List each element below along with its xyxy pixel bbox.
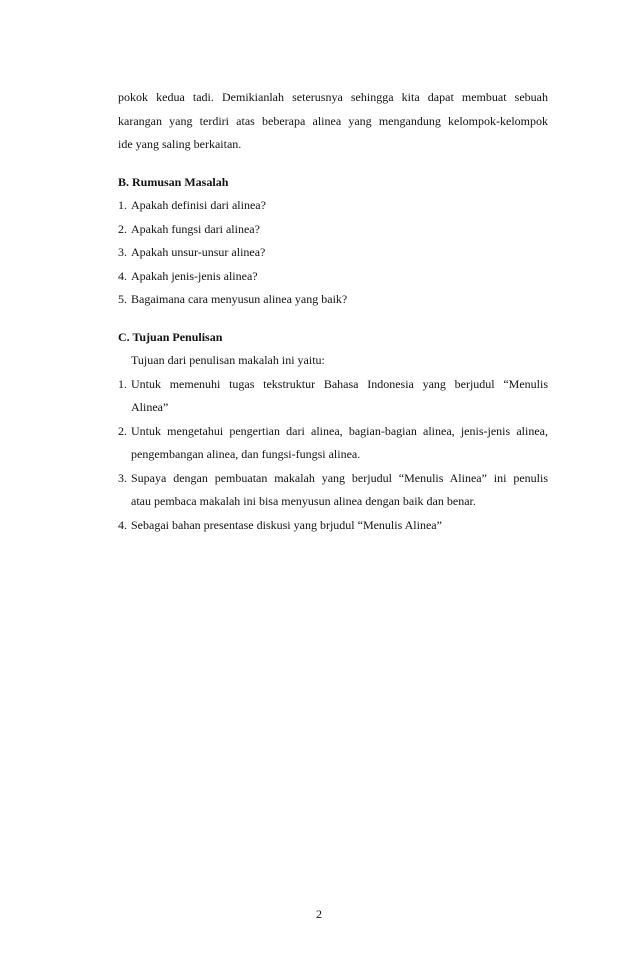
list-item bbox=[118, 288, 548, 312]
list-number: 4. bbox=[118, 517, 127, 532]
section-tujuan-penulisan bbox=[118, 326, 548, 538]
section-heading: B. Rumusan Masalah bbox=[118, 174, 229, 189]
list-number: 1. bbox=[118, 376, 127, 391]
problem-list bbox=[118, 194, 548, 312]
section-rumusan-masalah bbox=[118, 171, 548, 312]
purpose-list bbox=[118, 373, 548, 538]
page-number: 2 bbox=[316, 907, 322, 921]
list-item-text: Bagaimana cara menyusun alinea yang baik? bbox=[131, 292, 348, 306]
list-number: 4. bbox=[118, 268, 127, 283]
list-item bbox=[118, 373, 548, 420]
list-item-text: atau pembaca makalah ini bisa menyusun alinea dengan baik dan benar. bbox=[131, 494, 476, 508]
list-number: 5. bbox=[118, 292, 127, 306]
list-number: 1. bbox=[118, 198, 127, 212]
list-number: 2. bbox=[118, 423, 127, 438]
paragraph-line: pokok kedua tadi. Demikianlah seterusnya sehingga kita dapat membuat sebuah bbox=[118, 90, 548, 104]
list-item-text: Apakah fungsi dari alinea? bbox=[131, 221, 260, 236]
list-item-text: Supaya dengan pembuatan makalah yang berjudul “Menulis Alinea” ini penulis bbox=[131, 470, 548, 485]
list-item-text: Apakah jenis-jenis alinea? bbox=[131, 268, 258, 283]
paragraph-line: karangan yang terdiri atas beberapa alinea yang mengandung kelompok-kelompok bbox=[118, 113, 548, 128]
list-item bbox=[118, 194, 548, 218]
list-item bbox=[118, 241, 548, 265]
list-item bbox=[118, 420, 548, 467]
page-content bbox=[118, 86, 548, 537]
list-item-text: Alinea” bbox=[131, 400, 169, 414]
list-item-text: Untuk memenuhi tugas tekstruktur Bahasa Indonesia yang berjudul “Menulis bbox=[131, 376, 548, 391]
list-item-text: Apakah definisi dari alinea? bbox=[131, 198, 266, 212]
list-item-text: Untuk mengetahui pengertian dari alinea, bagian-bagian alinea, jenis-jenis alinea, bbox=[131, 423, 548, 438]
list-item bbox=[118, 218, 548, 242]
list-item-text: Apakah unsur-unsur alinea? bbox=[131, 245, 266, 259]
list-item bbox=[118, 514, 548, 538]
intro-paragraph bbox=[118, 86, 548, 157]
section-heading: C. Tujuan Penulisan bbox=[118, 329, 223, 344]
list-number: 3. bbox=[118, 470, 127, 485]
list-number: 3. bbox=[118, 245, 127, 259]
list-number: 2. bbox=[118, 221, 127, 236]
list-item bbox=[118, 265, 548, 289]
list-item-text: pengembangan alinea, dan fungsi-fungsi alinea. bbox=[131, 447, 361, 461]
list-item-text: Sebagai bahan presentase diskusi yang brjudul “Menulis Alinea” bbox=[131, 517, 442, 532]
paragraph-line: ide yang saling berkaitan. bbox=[118, 137, 242, 151]
list-item bbox=[118, 467, 548, 514]
section-intro: Tujuan dari penulisan makalah ini yaitu: bbox=[131, 353, 325, 367]
